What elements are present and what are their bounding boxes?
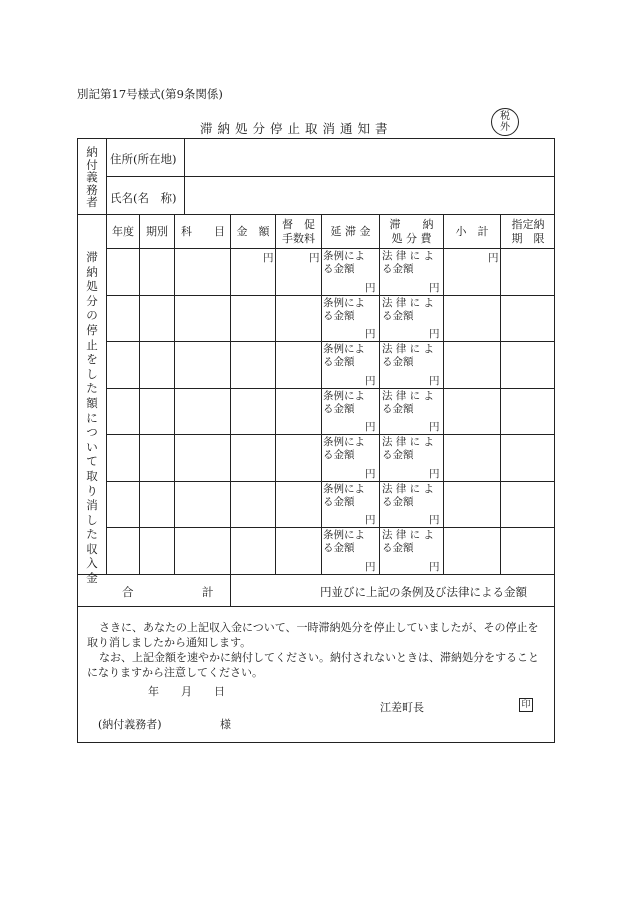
row-2-law-line-2: る金額 [382, 310, 414, 322]
header-proc-line-2: 処 分 費 [391, 232, 432, 245]
row-7-ordinance-yen: 円 [365, 561, 376, 573]
address-label: 住所(所在地) [110, 152, 177, 166]
row-6-ordinance-line-1: 条例によ [323, 483, 365, 495]
rule-col-late [379, 214, 380, 574]
notice-paragraph-1: さきに、あなたの上記収入金について、一時滞納処分を停止していましたが、その停止を取り消しましたから通知します。 [87, 621, 539, 649]
header-fee-line-2: 手数料 [282, 232, 315, 245]
row-3-law-line-1: 法 律 に よ [382, 343, 435, 355]
row-5-law-line-1: 法 律 に よ [382, 436, 435, 448]
row-2-ordinance-line-2: る金額 [323, 310, 355, 322]
row-6-ordinance-yen: 円 [365, 514, 376, 526]
rule-col-fee [321, 214, 322, 574]
official-seal: 印 [519, 698, 533, 712]
row-6-law-yen: 円 [429, 514, 440, 526]
row-5-ordinance-line-1: 条例によ [323, 436, 365, 448]
header-amount: 金 額 [236, 225, 270, 238]
row-3-ordinance-line-2: る金額 [323, 356, 355, 368]
rule-col-subtotal [500, 214, 501, 574]
row-1-law-line-2: る金額 [382, 263, 414, 275]
total-note: 円並びに上記の条例及び法律による金額 [320, 585, 527, 599]
row-1-law-line-1: 法 律 に よ [382, 250, 435, 262]
row-4-law-yen: 円 [429, 421, 440, 433]
row-2-ordinance-yen: 円 [365, 328, 376, 340]
header-year: 年度 [112, 225, 134, 238]
rule-col-amount [275, 214, 276, 574]
row-1-ordinance-line-1: 条例によ [323, 250, 365, 262]
header-fee-line-1: 督 促 [282, 218, 315, 231]
rule-col-proc [443, 214, 444, 574]
obligor-section-label: 納付義務者 [86, 145, 98, 209]
row-4-law-line-1: 法 律 に よ [382, 390, 435, 402]
total-label-part-2: 計 [202, 585, 214, 599]
row-7-ordinance-line-2: る金額 [323, 542, 355, 554]
tax-exempt-seal [491, 108, 519, 136]
row-5-law-yen: 円 [429, 468, 440, 480]
document-title: 滞納処分停止取消通知書 [200, 121, 393, 136]
mayor-signature: 江差町長 [380, 701, 424, 714]
row-4-ordinance-line-1: 条例によ [323, 390, 365, 402]
row-2-law-line-1: 法 律 に よ [382, 297, 435, 309]
header-deadline-line-2: 期 限 [511, 232, 545, 245]
row-1-law-yen: 円 [429, 282, 440, 294]
row-5-law-line-2: る金額 [382, 449, 414, 461]
rule-label-column [184, 138, 185, 214]
rule-address-bottom [106, 176, 555, 177]
honorific-sama: 様 [220, 718, 231, 731]
date-line: 年 月 日 [148, 685, 225, 698]
header-item: 科 目 [181, 225, 225, 238]
rule-col-period [174, 214, 175, 574]
header-late-fee: 延 滞 金 [330, 225, 371, 238]
rule-col-year [139, 214, 140, 574]
row-6-ordinance-line-2: る金額 [323, 496, 355, 508]
header-subtotal: 小 計 [455, 225, 489, 238]
row-4-law-line-2: る金額 [382, 403, 414, 415]
row-2-law-yen: 円 [429, 328, 440, 340]
rule-left-column [106, 138, 107, 574]
row-1-amount-yen: 円 [263, 252, 274, 264]
row-4-ordinance-yen: 円 [365, 421, 376, 433]
row-3-ordinance-line-1: 条例によ [323, 343, 365, 355]
row-7-law-line-1: 法 律 に よ [382, 529, 435, 541]
rule-total-bottom [77, 606, 555, 607]
rule-col-item [230, 214, 231, 606]
row-7-law-line-2: る金額 [382, 542, 414, 554]
row-3-ordinance-yen: 円 [365, 375, 376, 387]
row-1-ordinance-yen: 円 [365, 282, 376, 294]
obligor-label: (納付義務者) [98, 718, 162, 731]
tax-seal-char-2: 外 [500, 122, 510, 133]
row-7-ordinance-line-1: 条例によ [323, 529, 365, 541]
header-deadline-line-1: 指定納 [511, 218, 545, 231]
rule-obligor-bottom [77, 214, 555, 215]
row-7-law-yen: 円 [429, 561, 440, 573]
row-6-law-line-2: る金額 [382, 496, 414, 508]
row-5-ordinance-yen: 円 [365, 468, 376, 480]
form-reference: 別記第17号様式(第9条関係) [77, 87, 223, 101]
tax-seal-char-1: 税 [500, 111, 510, 122]
row-3-law-line-2: る金額 [382, 356, 414, 368]
notice-text [87, 620, 547, 680]
row-5-ordinance-line-2: る金額 [323, 449, 355, 461]
header-proc-line-1: 滞 納 [389, 218, 434, 231]
row-1-fee-yen: 円 [309, 252, 320, 264]
amount-section-label: 滞納処分の停止をした額について取り消した収入金 [86, 250, 98, 586]
row-6-law-line-1: 法 律 に よ [382, 483, 435, 495]
row-4-ordinance-line-2: る金額 [323, 403, 355, 415]
name-label: 氏名(名 称) [110, 191, 177, 205]
row-1-subtotal-yen: 円 [488, 252, 499, 264]
total-label-part-1: 合 [122, 585, 134, 599]
notice-paragraph-2: なお、上記金額を速やかに納付してください。納付されないときは、滞納処分をすることになりますから注意してください。 [87, 651, 539, 679]
row-3-law-yen: 円 [429, 375, 440, 387]
header-period: 期別 [146, 225, 168, 238]
rule-table-bottom [77, 574, 555, 575]
row-2-ordinance-line-1: 条例によ [323, 297, 365, 309]
row-1-ordinance-line-2: る金額 [323, 263, 355, 275]
